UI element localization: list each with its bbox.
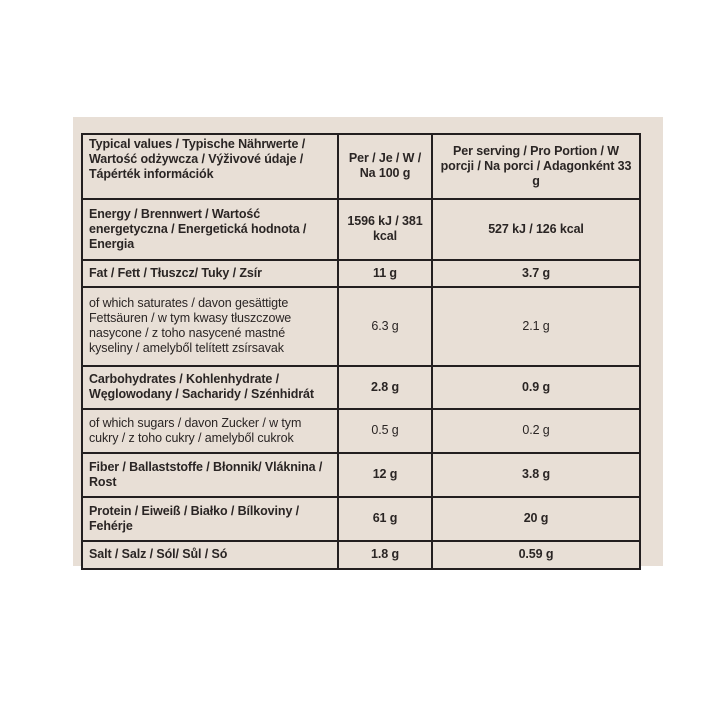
row-saturates-per100: 6.3 g	[338, 287, 432, 366]
nutrition-table	[81, 133, 641, 570]
table-header-row	[82, 134, 640, 199]
row-sugars-per-serving: 0.2 g	[432, 409, 640, 453]
row-fat-per100: 11 g	[338, 260, 432, 287]
header-per-serving: Per serving / Pro Portion / W porcji / Na porci / Adagonként 33 g	[432, 134, 640, 199]
row-fiber-per100: 12 g	[338, 453, 432, 497]
table-row	[82, 366, 640, 409]
row-energy-per100: 1596 kJ / 381 kcal	[338, 199, 432, 260]
row-fat-name: Fat / Fett / Tłuszcz/ Tuky / Zsír	[82, 260, 338, 287]
row-fiber-per-serving: 3.8 g	[432, 453, 640, 497]
row-sugars-per100: 0.5 g	[338, 409, 432, 453]
row-protein-name: Protein / Eiweiß / Białko / Bílkoviny / Fehérje	[82, 497, 338, 541]
row-salt-name: Salt / Salz / Sól/ Sůl / Só	[82, 541, 338, 569]
row-sugars-name: of which sugars / davon Zucker / w tym cukry / z toho cukry / amelyből cukrok	[82, 409, 338, 453]
row-carbohydrates-per100: 2.8 g	[338, 366, 432, 409]
row-protein-per100: 61 g	[338, 497, 432, 541]
row-saturates-name: of which saturates / davon gesättigte Fettsäuren / w tym kwasy tłuszczowe nasycone / z toho nasycené mastné kyseliny / amelyből telített zsírsavak	[82, 287, 338, 366]
row-carbohydrates-per-serving: 0.9 g	[432, 366, 640, 409]
header-nutrient: Typical values / Typische Nährwerte / Wartość odżywcza / Výživové údaje / Tápérték információk	[82, 134, 338, 199]
table-row	[82, 453, 640, 497]
header-per-100g: Per / Je / W / Na 100 g	[338, 134, 432, 199]
row-protein-per-serving: 20 g	[432, 497, 640, 541]
row-fat-per-serving: 3.7 g	[432, 260, 640, 287]
table-row	[82, 541, 640, 569]
row-fiber-name: Fiber / Ballaststoffe / Błonnik/ Vláknina / Rost	[82, 453, 338, 497]
row-carbohydrates-name: Carbohydrates / Kohlenhydrate / Węglowodany / Sacharidy / Szénhidrát	[82, 366, 338, 409]
row-energy-per-serving: 527 kJ / 126 kcal	[432, 199, 640, 260]
row-salt-per-serving: 0.59 g	[432, 541, 640, 569]
row-saturates-per-serving: 2.1 g	[432, 287, 640, 366]
row-energy-name: Energy / Brennwert / Wartość energetyczna / Energetická hodnota / Energia	[82, 199, 338, 260]
table-row	[82, 409, 640, 453]
table-row	[82, 260, 640, 287]
table-row	[82, 497, 640, 541]
table-row	[82, 199, 640, 260]
table-row	[82, 287, 640, 366]
row-salt-per100: 1.8 g	[338, 541, 432, 569]
